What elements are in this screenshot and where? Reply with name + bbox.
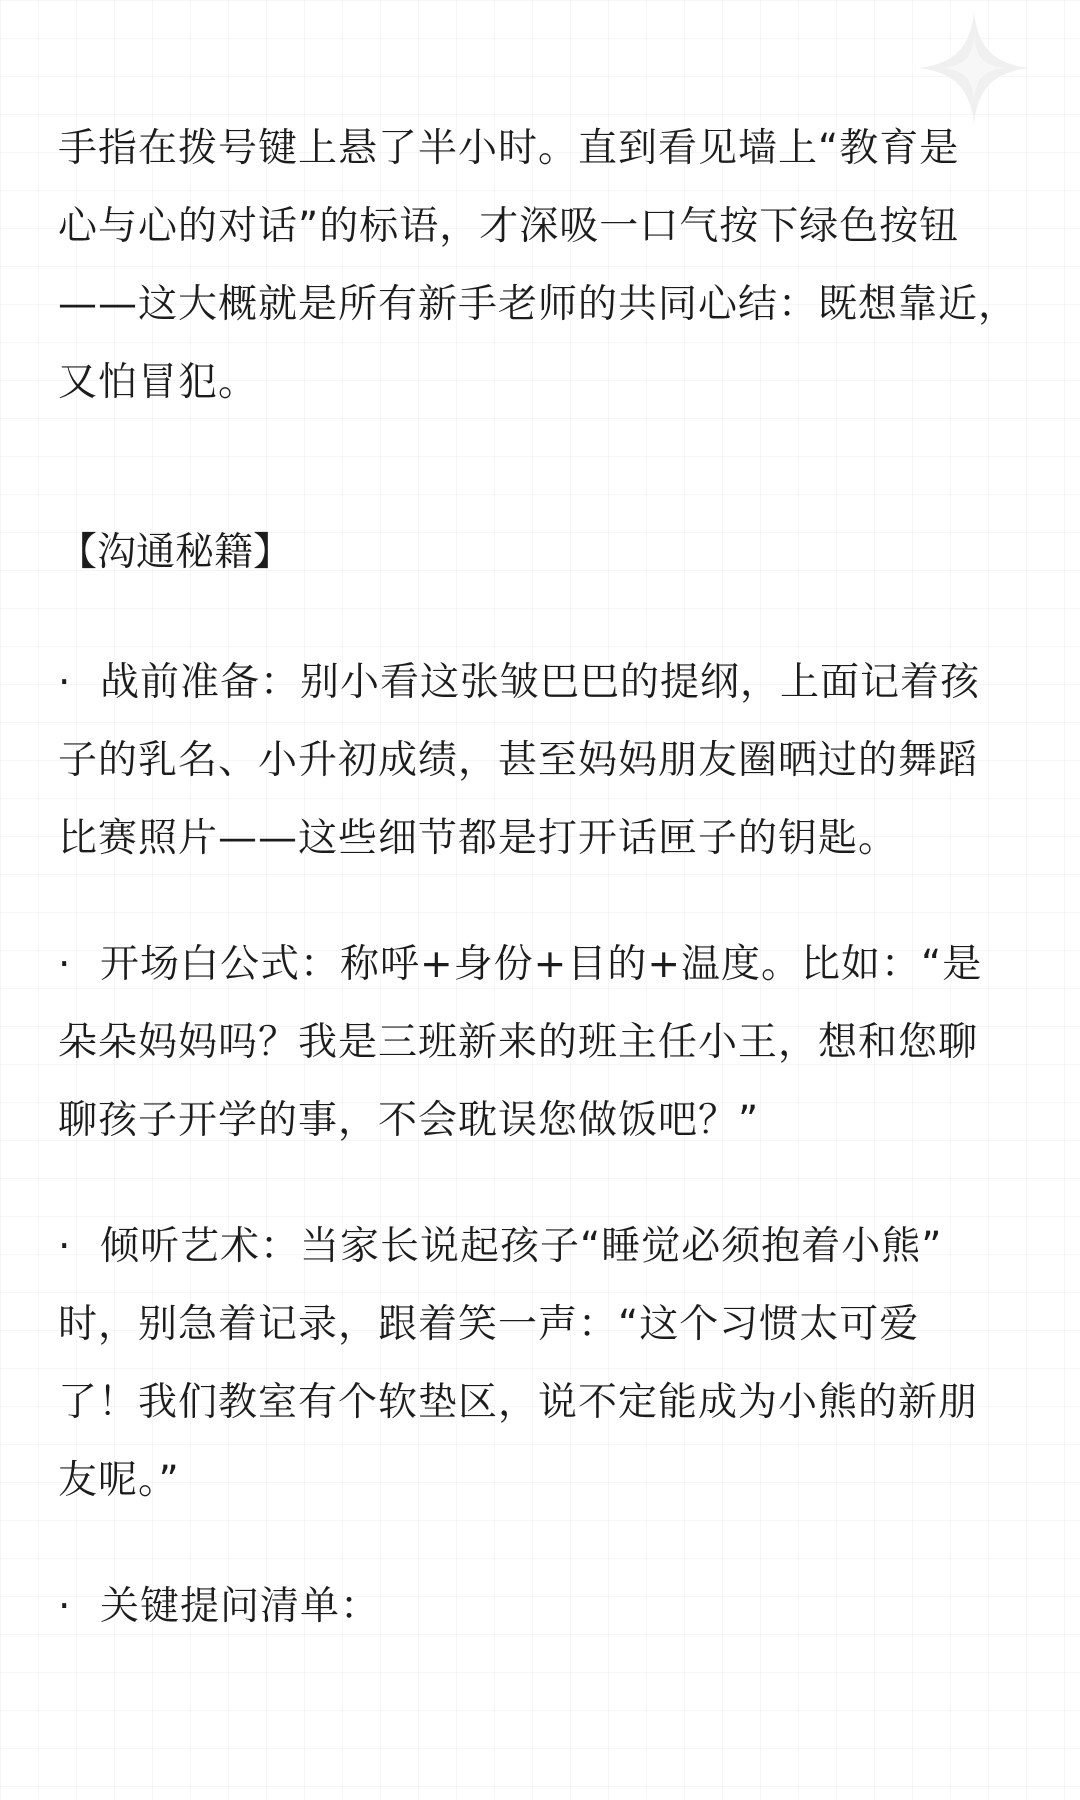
- bullet-line: · 关键提问清单：: [58, 1568, 1008, 1646]
- bullet-line: 子的乳名、小升初成绩，甚至妈妈朋友圈晒过的舞蹈: [58, 738, 979, 783]
- section-title: 【沟通秘籍】: [58, 530, 293, 575]
- bullet-line: · 战前准备：别小看这张皱巴巴的提纲，上面记着孩: [58, 644, 1008, 722]
- bullet-line: 了！我们教室有个软垫区，说不定能成为小熊的新朋: [58, 1380, 979, 1425]
- intro-line: 手指在拨号键上悬了半小时。直到看见墙上“教育是: [58, 126, 960, 171]
- article-body: [58, 110, 1019, 1694]
- bullet-line: · 倾听艺术：当家长说起孩子“睡觉必须抱着小熊”: [58, 1208, 1008, 1286]
- bullet-line: 时，别急着记录，跟着笑一声：“这个习惯太可爱: [58, 1302, 920, 1347]
- bullet-line: 友呢。”: [58, 1458, 180, 1503]
- bullet-dot: ·: [58, 660, 72, 705]
- intro-paragraph: [58, 110, 1019, 422]
- intro-line: 又怕冒犯。: [58, 360, 259, 405]
- intro-line: ——这大概就是所有新手老师的共同心结：既想靠近，: [58, 282, 1019, 327]
- bullet-line: 朵朵妈妈吗？我是三班新来的班主任小王，想和您聊: [58, 1020, 979, 1065]
- bullet-preparation: [58, 644, 1008, 878]
- bullet-dot: ·: [58, 942, 72, 987]
- bullet-line: · 开场白公式：称呼+身份+目的+温度。比如：“是: [58, 926, 1008, 1004]
- bullet-opening-formula: [58, 926, 1008, 1160]
- bullet-dot: ·: [58, 1584, 72, 1629]
- bullet-line: 聊孩子开学的事，不会耽误您做饭吧？”: [58, 1098, 760, 1143]
- bullet-dot: ·: [58, 1224, 72, 1269]
- intro-line: 心与心的对话”的标语，才深吸一口气按下绿色按钮: [58, 204, 960, 249]
- bullet-line: 比赛照片——这些细节都是打开话匣子的钥匙。: [58, 816, 899, 861]
- bullet-key-questions: [58, 1568, 1008, 1646]
- bullet-listening-art: [58, 1208, 1008, 1520]
